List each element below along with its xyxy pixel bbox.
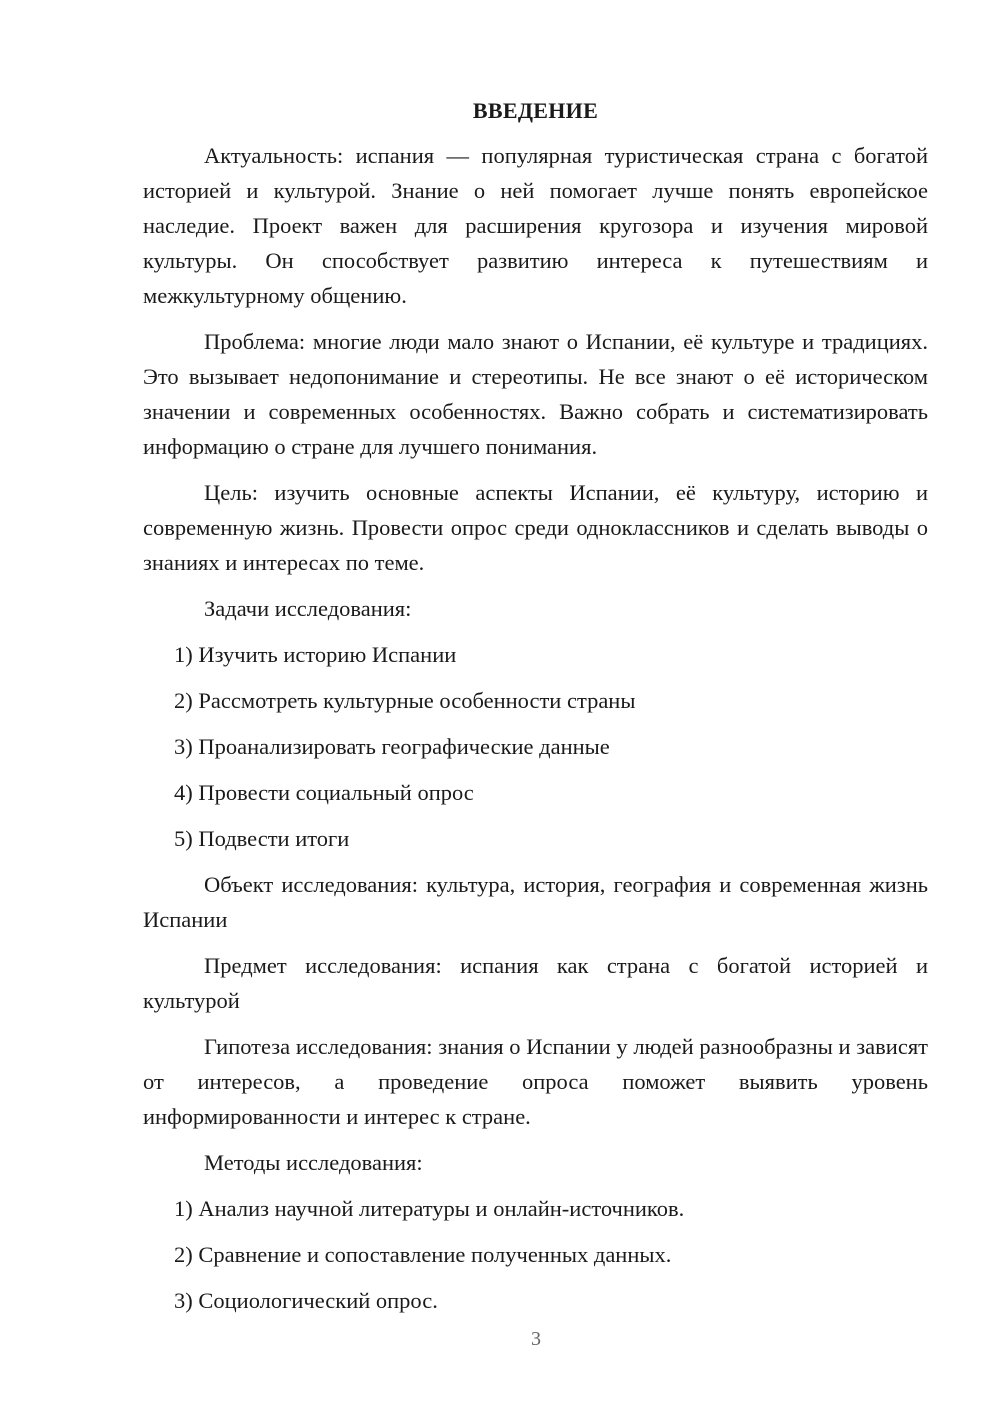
page-title: ВВЕДЕНИЕ [472,98,599,123]
problem-paragraph: Проблема: многие люди мало знают о Испании, её культуре и традициях. Это вызывает недопонимание и стереотипы. Не все знают о её историческом значении и современных особенностях. Важно собрать и систематизировать информацию о стране для лучшего понимания. [143,329,928,459]
list-item: 1) Анализ научной литературы и онлайн-источников. [174,1196,685,1221]
methods-list [143,1191,928,1318]
relevance-paragraph: Актуальность: испания — популярная туристическая страна с богатой историей и культурой. Знание о ней помогает лучше понять европейское наследие. Проект важен для расширения кругозора и изучения мировой культуры. Он способствует развитию интереса к путешествиям и межкультурному общению. [143,143,928,308]
object-paragraph: Объект исследования: культура, история, география и современная жизнь Испании [143,872,928,932]
subject-paragraph: Предмет исследования: испания как страна с богатой историей и культурой [143,953,928,1013]
list-item: 3) Проанализировать географические данные [174,734,610,759]
list-item: 2) Сравнение и сопоставление полученных данных. [174,1242,672,1267]
list-item: 1) Изучить историю Испании [174,642,457,667]
tasks-list [143,637,928,856]
list-item: 4) Провести социальный опрос [174,780,474,805]
page-number: 3 [531,1328,541,1350]
list-item: 5) Подвести итоги [174,826,350,851]
methods-heading: Методы исследования: [204,1150,423,1175]
document-page [143,96,928,1329]
tasks-heading: Задачи исследования: [204,596,412,621]
hypothesis-paragraph: Гипотеза исследования: знания о Испании у людей разнообразны и зависят от интересов, а проведение опроса поможет выявить уровень информированности и интерес к стране. [143,1034,928,1129]
list-item: 3) Социологический опрос. [174,1288,438,1313]
list-item: 2) Рассмотреть культурные особенности страны [174,688,636,713]
goal-paragraph: Цель: изучить основные аспекты Испании, её культуру, историю и современную жизнь. Провести опрос среди одноклассников и сделать выводы о знаниях и интересах по теме. [143,480,928,575]
